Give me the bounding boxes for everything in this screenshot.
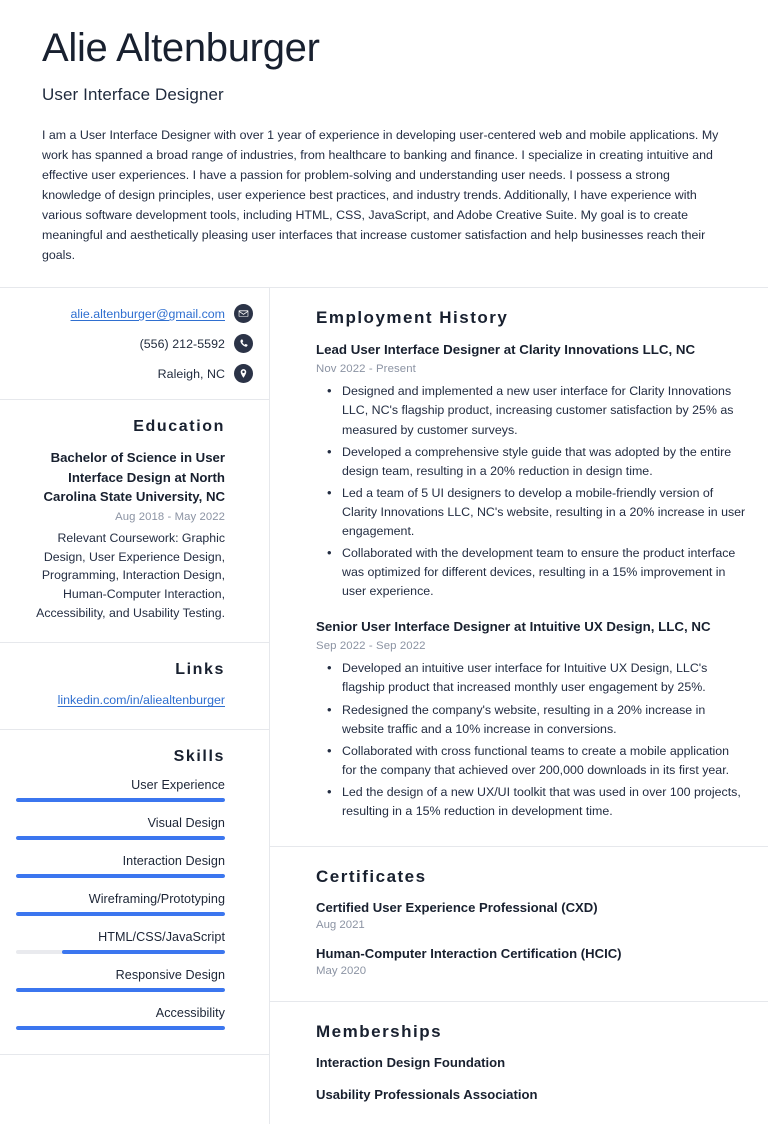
envelope-icon <box>234 304 253 323</box>
skills-heading: Skills <box>173 748 225 766</box>
links-heading: Links <box>175 661 225 679</box>
page-title: Alie Altenburger <box>42 26 320 70</box>
contact-section <box>0 288 269 400</box>
skill-item <box>16 930 225 954</box>
links-section <box>0 643 269 730</box>
skill-level-bar <box>16 874 225 878</box>
professional-summary: I am a User Interface Designer with over 1 year of experience in developing user-centered web and mobile applications. My work has spanned a broad range of industries, from healthcare to banking and finance. I specialize in creating intuitive and effective user experiences. I have a passion for problem-solving and understanding user needs. I possess a strong knowledge of design principles, user experience best practices, and industry trends. Additionally, I have experience with various software development tools, including HTML, CSS, JavaScript, and Adobe Creative Suite. My goal is to create meaningful and aesthetically pleasing user interfaces that increase customer satisfaction and help businesses reach their goals. <box>42 127 719 263</box>
skill-label: Accessibility <box>155 1006 225 1021</box>
membership-item: Usability Professionals Association <box>316 1087 538 1103</box>
skill-label: User Experience <box>131 778 225 793</box>
skill-level-fill <box>16 836 225 840</box>
education-description: Relevant Coursework: Graphic Design, User Experience Design, Programming, Interaction Design, Human-Computer Interaction, Accessibility, and Usability Testing. <box>36 530 225 620</box>
skill-level-fill <box>62 950 225 954</box>
job-bullet: • Redesigned the company's website, resulting in a 20% increase in website traffic and a 10% increase in conversions. <box>340 701 746 739</box>
job-entry-title: Senior User Interface Designer at Intuitive UX Design, LLC, NC <box>316 619 711 635</box>
job-bullet: • Collaborated with the development team to ensure the product interface was optimized for different devices, resulting in a 15% improvement in user experience. <box>340 544 746 601</box>
skill-level-bar <box>16 912 225 916</box>
jobs-list <box>316 341 746 821</box>
resume-header <box>0 0 768 265</box>
certificate-item <box>316 946 746 977</box>
linkedin-link[interactable]: linkedin.com/in/aliealtenburger <box>57 693 225 708</box>
skill-item <box>16 1006 225 1030</box>
contact-row-location <box>16 364 253 383</box>
job-entry <box>316 341 746 601</box>
job-bullet: • Developed an intuitive user interface for Intuitive UX Design, LLC's flagship product that increased monthly user engagement by 25%. <box>340 659 746 697</box>
main-column <box>270 288 768 1124</box>
skill-item <box>16 892 225 916</box>
certificate-name: Human-Computer Interaction Certification (HCIC) <box>316 946 622 962</box>
education-section <box>0 400 269 643</box>
skill-level-bar <box>16 1026 225 1030</box>
certificate-item <box>316 900 746 931</box>
job-bullet-list <box>316 659 746 821</box>
certificate-date: May 2020 <box>316 965 367 978</box>
job-entry-date: Sep 2022 - Sep 2022 <box>316 640 426 653</box>
map-pin-icon <box>234 364 253 383</box>
skill-label: Responsive Design <box>115 968 225 983</box>
skill-level-bar <box>16 836 225 840</box>
location-text: Raleigh, NC <box>157 366 225 381</box>
skill-level-fill <box>16 988 225 992</box>
skill-item <box>16 854 225 878</box>
skill-item <box>16 778 225 802</box>
contact-row-phone[interactable] <box>16 334 253 353</box>
skill-level-fill <box>16 874 225 878</box>
job-bullet: • Led a team of 5 UI designers to develop a mobile-friendly version of Clarity Innovations LLC, NC's website, resulting in a 20% increase in user engagement. <box>340 484 746 541</box>
skill-level-bar <box>16 988 225 992</box>
phone-icon <box>234 334 253 353</box>
skill-level-fill <box>16 1026 225 1030</box>
email-link[interactable]: alie.altenburger@gmail.com <box>70 306 225 321</box>
education-heading: Education <box>133 418 225 436</box>
skill-level-bar <box>16 798 225 802</box>
skill-label: Wireframing/Prototyping <box>88 892 225 907</box>
skill-level-fill <box>16 798 225 802</box>
skill-level-fill <box>16 912 225 916</box>
certificates-section <box>270 847 768 1002</box>
certificate-name: Certified User Experience Professional (CXD) <box>316 900 598 916</box>
education-date: Aug 2018 - May 2022 <box>115 510 225 523</box>
certificates-list <box>316 900 746 977</box>
job-entry <box>316 618 746 821</box>
memberships-heading: Memberships <box>316 1022 443 1042</box>
skills-section <box>0 730 269 1055</box>
skill-label: HTML/CSS/JavaScript <box>98 930 225 945</box>
contact-row-email[interactable] <box>16 304 253 323</box>
job-bullet: • Designed and implemented a new user interface for Clarity Innovations LLC, NC's flagship product, increasing customer satisfaction by 25% as measured by customer surveys. <box>340 382 746 439</box>
job-bullet-list <box>316 382 746 601</box>
memberships-section <box>270 1002 768 1124</box>
skill-label: Interaction Design <box>122 854 225 869</box>
job-title-subheading: User Interface Designer <box>42 84 224 104</box>
job-entry-date: Nov 2022 - Present <box>316 363 416 376</box>
certificates-heading: Certificates <box>316 867 427 887</box>
job-entry-title: Lead User Interface Designer at Clarity Innovations LLC, NC <box>316 342 696 358</box>
skill-level-bar <box>16 950 225 954</box>
job-bullet: • Led the design of a new UX/UI toolkit that was used in over 100 projects, resulting in a 15% reduction in development time. <box>340 783 746 821</box>
sidebar-column <box>0 288 270 1124</box>
employment-history-section <box>270 288 768 847</box>
resume-body <box>0 287 768 1124</box>
skill-label: Visual Design <box>147 816 225 831</box>
job-bullet: • Collaborated with cross functional teams to create a mobile application for the company that achieved over 200,000 downloads in its first year. <box>340 742 746 780</box>
skill-item <box>16 816 225 840</box>
certificate-date: Aug 2021 <box>316 919 365 932</box>
job-bullet: • Developed a comprehensive style guide that was adopted by the entire design team, resulting in a 20% reduction in design time. <box>340 443 746 481</box>
employment-history-heading: Employment History <box>316 308 509 328</box>
skills-list <box>16 778 225 1030</box>
skill-item <box>16 968 225 992</box>
membership-item: Interaction Design Foundation <box>316 1055 506 1071</box>
phone-number: (556) 212-5592 <box>139 336 225 351</box>
education-degree: Bachelor of Science in User Interface Design at North Carolina State University, NC <box>43 450 225 504</box>
memberships-list <box>316 1055 746 1102</box>
